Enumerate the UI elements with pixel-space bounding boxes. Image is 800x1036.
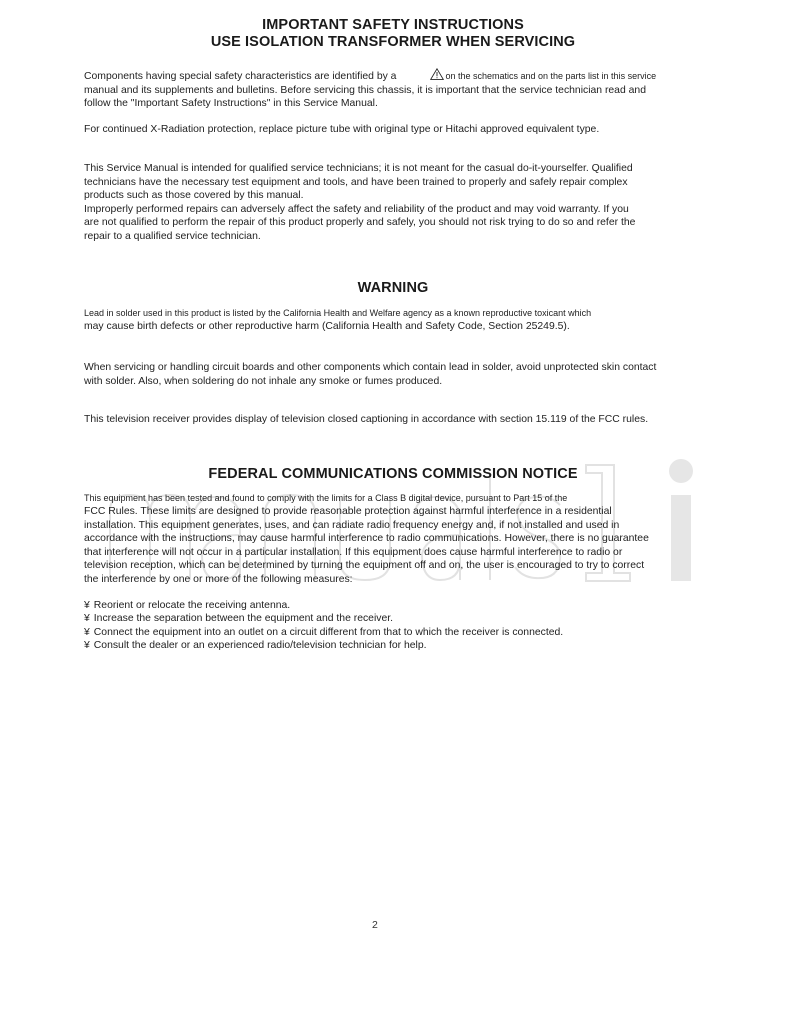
fcc-line-7: the interference by one or more of the following measures: [84,573,353,585]
warning-heading: WARNING [357,280,429,296]
qualified-technician-paragraph [84,162,684,243]
bullet-icon: ¥ [84,600,90,611]
safety-paragraph-1-line-2: manual and its supplements and bulletins. Before servicing this chassis, it is important that the service technician read and [84,84,646,96]
fcc-measures-list [84,599,563,652]
measure-text: Increase the separation between the equipment and the receiver. [93,613,393,625]
lead-warning-paragraph [84,307,684,334]
list-item [84,612,563,625]
fcc-line-6: television reception, which can be determined by turning the equipment off and on, the user is encouraged to try to correct [84,560,645,571]
list-item [84,599,563,612]
qualified-line-4: Improperly performed repairs can adversely affect the safety and reliability of the product and may void warranty. If you [84,203,629,215]
solder-handling-line-1: When servicing or handling circuit boards and other components which contain lead in solder, avoid unprotected skin contact [84,362,657,373]
safety-paragraph-1 [84,68,684,111]
qualified-line-6: repair to a qualified service technician. [84,230,261,242]
lead-warning-line-1: Lead in solder used in this product is listed by the California Health and Welfare agency as a known reproductive toxicant which [84,308,592,318]
title-line-1: IMPORTANT SAFETY INSTRUCTIONS [262,17,524,33]
qualified-line-3: products such as those covered by this manual. [84,190,304,201]
bullet-icon: ¥ [84,613,90,625]
solder-handling-line-2: with solder. Also, when soldering do not inhale any smoke or fumes produced. [84,375,443,387]
fcc-heading: FEDERAL COMMUNICATIONS COMMISSION NOTICE [208,466,578,482]
title-line-2: USE ISOLATION TRANSFORMER WHEN SERVICING [210,34,576,50]
bullet-icon: ¥ [84,639,90,651]
fcc-line-1: This equipment has been tested and found to comply with the limits for a Class B digital device, pursuant to Part 15 of the [84,493,568,503]
safety-paragraph-1-line-1 [84,68,684,84]
xradiation-paragraph: For continued X-Radiation protection, replace picture tube with original type or Hitachi approved equivalent type. [84,124,600,135]
text-before-icon: Components having special safety characteristics are identified by a [84,71,397,82]
measure-text: Consult the dealer or an experienced radio/television technician for help. [93,639,427,651]
qualified-line-2: technicians have the necessary test equipment and tools, and have been trained to properly and safely repair complex [84,176,628,188]
measure-text: Connect the equipment into an outlet on a circuit different from that to which the receiver is connected. [93,626,564,638]
fcc-paragraph [84,492,684,586]
solder-handling-paragraph [84,361,684,388]
closed-captioning-paragraph: This television receiver provides display of television closed captioning in accordance with section 15.119 of the FCC rules. [84,414,649,425]
fcc-line-4: accordance with the instructions, may cause harmful interference to radio communications. However, there is no guarantee [84,533,649,544]
page-number: 2 [372,919,378,931]
fcc-line-3: installation. This equipment generates, uses, and can radiate radio frequency energy and, if not installed and used in [84,519,620,531]
warning-triangle-icon [430,68,444,80]
list-item [84,639,563,652]
fcc-line-5: that interference will not occur in a particular installation. If this equipment does cause harmful interference to radio or [84,546,623,558]
qualified-line-1: This Service Manual is intended for qualified service technicians; it is not meant for the casual do-it-yourselfer. Qualified [84,163,633,174]
measure-text: Reorient or relocate the receiving antenna. [93,600,291,611]
lead-warning-line-2: may cause birth defects or other reproductive harm (California Health and Safety Code, Section 25249.5). [84,321,570,332]
fcc-line-2: FCC Rules. These limits are designed to provide reasonable protection against harmful interference in a residential [84,506,612,517]
safety-paragraph-1-line-3: follow the "Important Safety Instructions" in this Service Manual. [84,98,378,109]
list-item [84,626,563,639]
qualified-line-5: are not qualified to perform the repair of this product properly and safely, you should not risk trying to do so and refer the [84,217,636,228]
bullet-icon: ¥ [84,626,90,638]
text-after-icon: on the schematics and on the parts list in this service [445,71,657,81]
